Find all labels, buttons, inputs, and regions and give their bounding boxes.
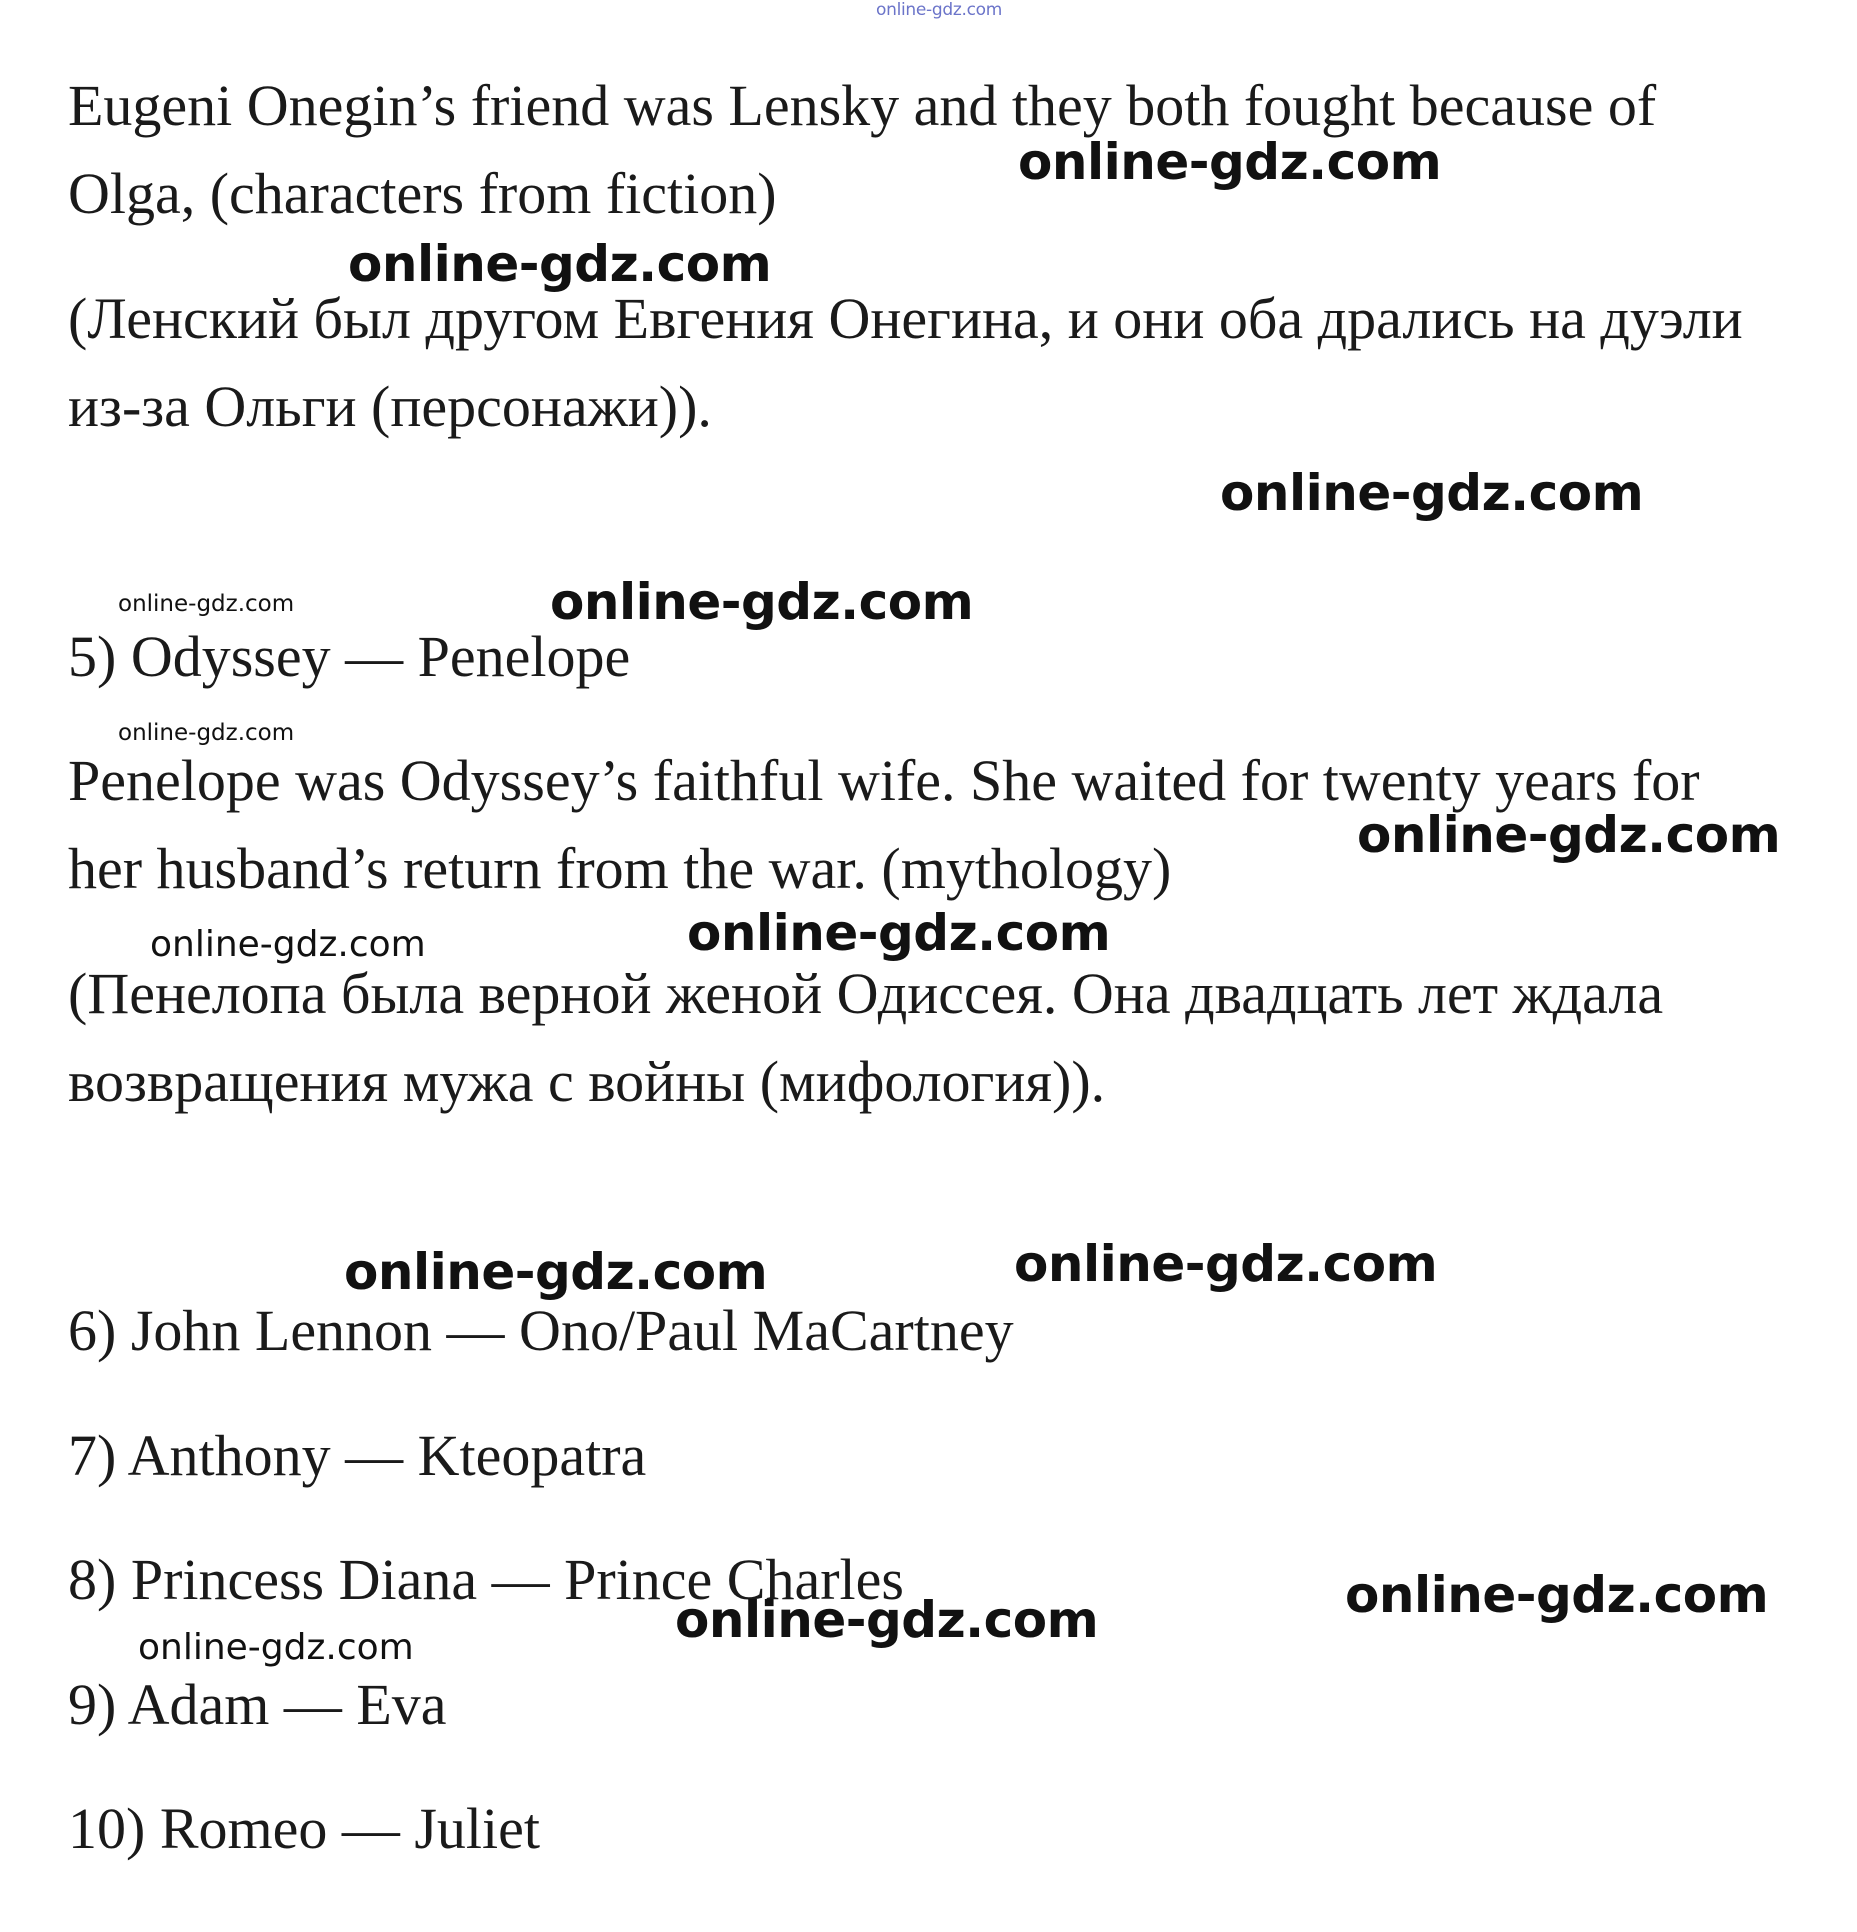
watermark: online-gdz.com	[550, 573, 974, 631]
text-line-4: из-за Ольги (персонажи)).	[68, 374, 712, 439]
watermark: online-gdz.com	[344, 1243, 768, 1301]
watermark: online-gdz.com	[1220, 464, 1644, 522]
watermark: online-gdz.com	[138, 1627, 414, 1668]
watermark: online-gdz.com	[687, 904, 1111, 962]
watermark: online-gdz.com	[675, 1591, 1099, 1649]
text-line-6: Penelope was Odyssey’s faithful wife. She waited for twenty years for	[68, 748, 1700, 813]
watermark: online-gdz.com	[150, 924, 426, 965]
watermark: online-gdz.com	[1345, 1566, 1769, 1624]
watermark: online-gdz.com	[1014, 1235, 1438, 1293]
text-line-9: возвращения мужа с войны (мифология)).	[68, 1049, 1106, 1114]
watermark: online-gdz.com	[1357, 806, 1781, 864]
text-line-3: (Ленский был другом Евгения Онегина, и они оба дрались на дуэли	[68, 286, 1743, 351]
text-line-8: (Пенелопа была верной женой Одиссея. Она двадцать лет ждала	[68, 961, 1664, 1026]
list-item-7: 7) Anthony — Kteopatra	[68, 1423, 647, 1488]
list-item-5: 5) Odyssey — Penelope	[68, 624, 631, 689]
text-line-1: Eugeni Onegin’s friend was Lensky and they both fought because of	[68, 73, 1657, 138]
watermark: online-gdz.com	[118, 591, 295, 617]
text-line-2: Olga, (characters from fiction)	[68, 161, 777, 226]
list-item-9: 9) Adam — Eva	[68, 1672, 447, 1737]
list-item-10: 10) Romeo — Juliet	[68, 1796, 541, 1861]
watermark: online-gdz.com	[1018, 133, 1442, 191]
top-watermark: online-gdz.com	[876, 0, 1003, 20]
watermark: online-gdz.com	[348, 235, 772, 293]
list-item-8: 8) Princess Diana — Prince Charles	[68, 1547, 904, 1612]
text-line-7: her husband’s return from the war. (mythology)	[68, 836, 1172, 901]
watermark: online-gdz.com	[118, 720, 295, 746]
list-item-6: 6) John Lennon — Ono/Paul MaCartney	[68, 1298, 1014, 1363]
